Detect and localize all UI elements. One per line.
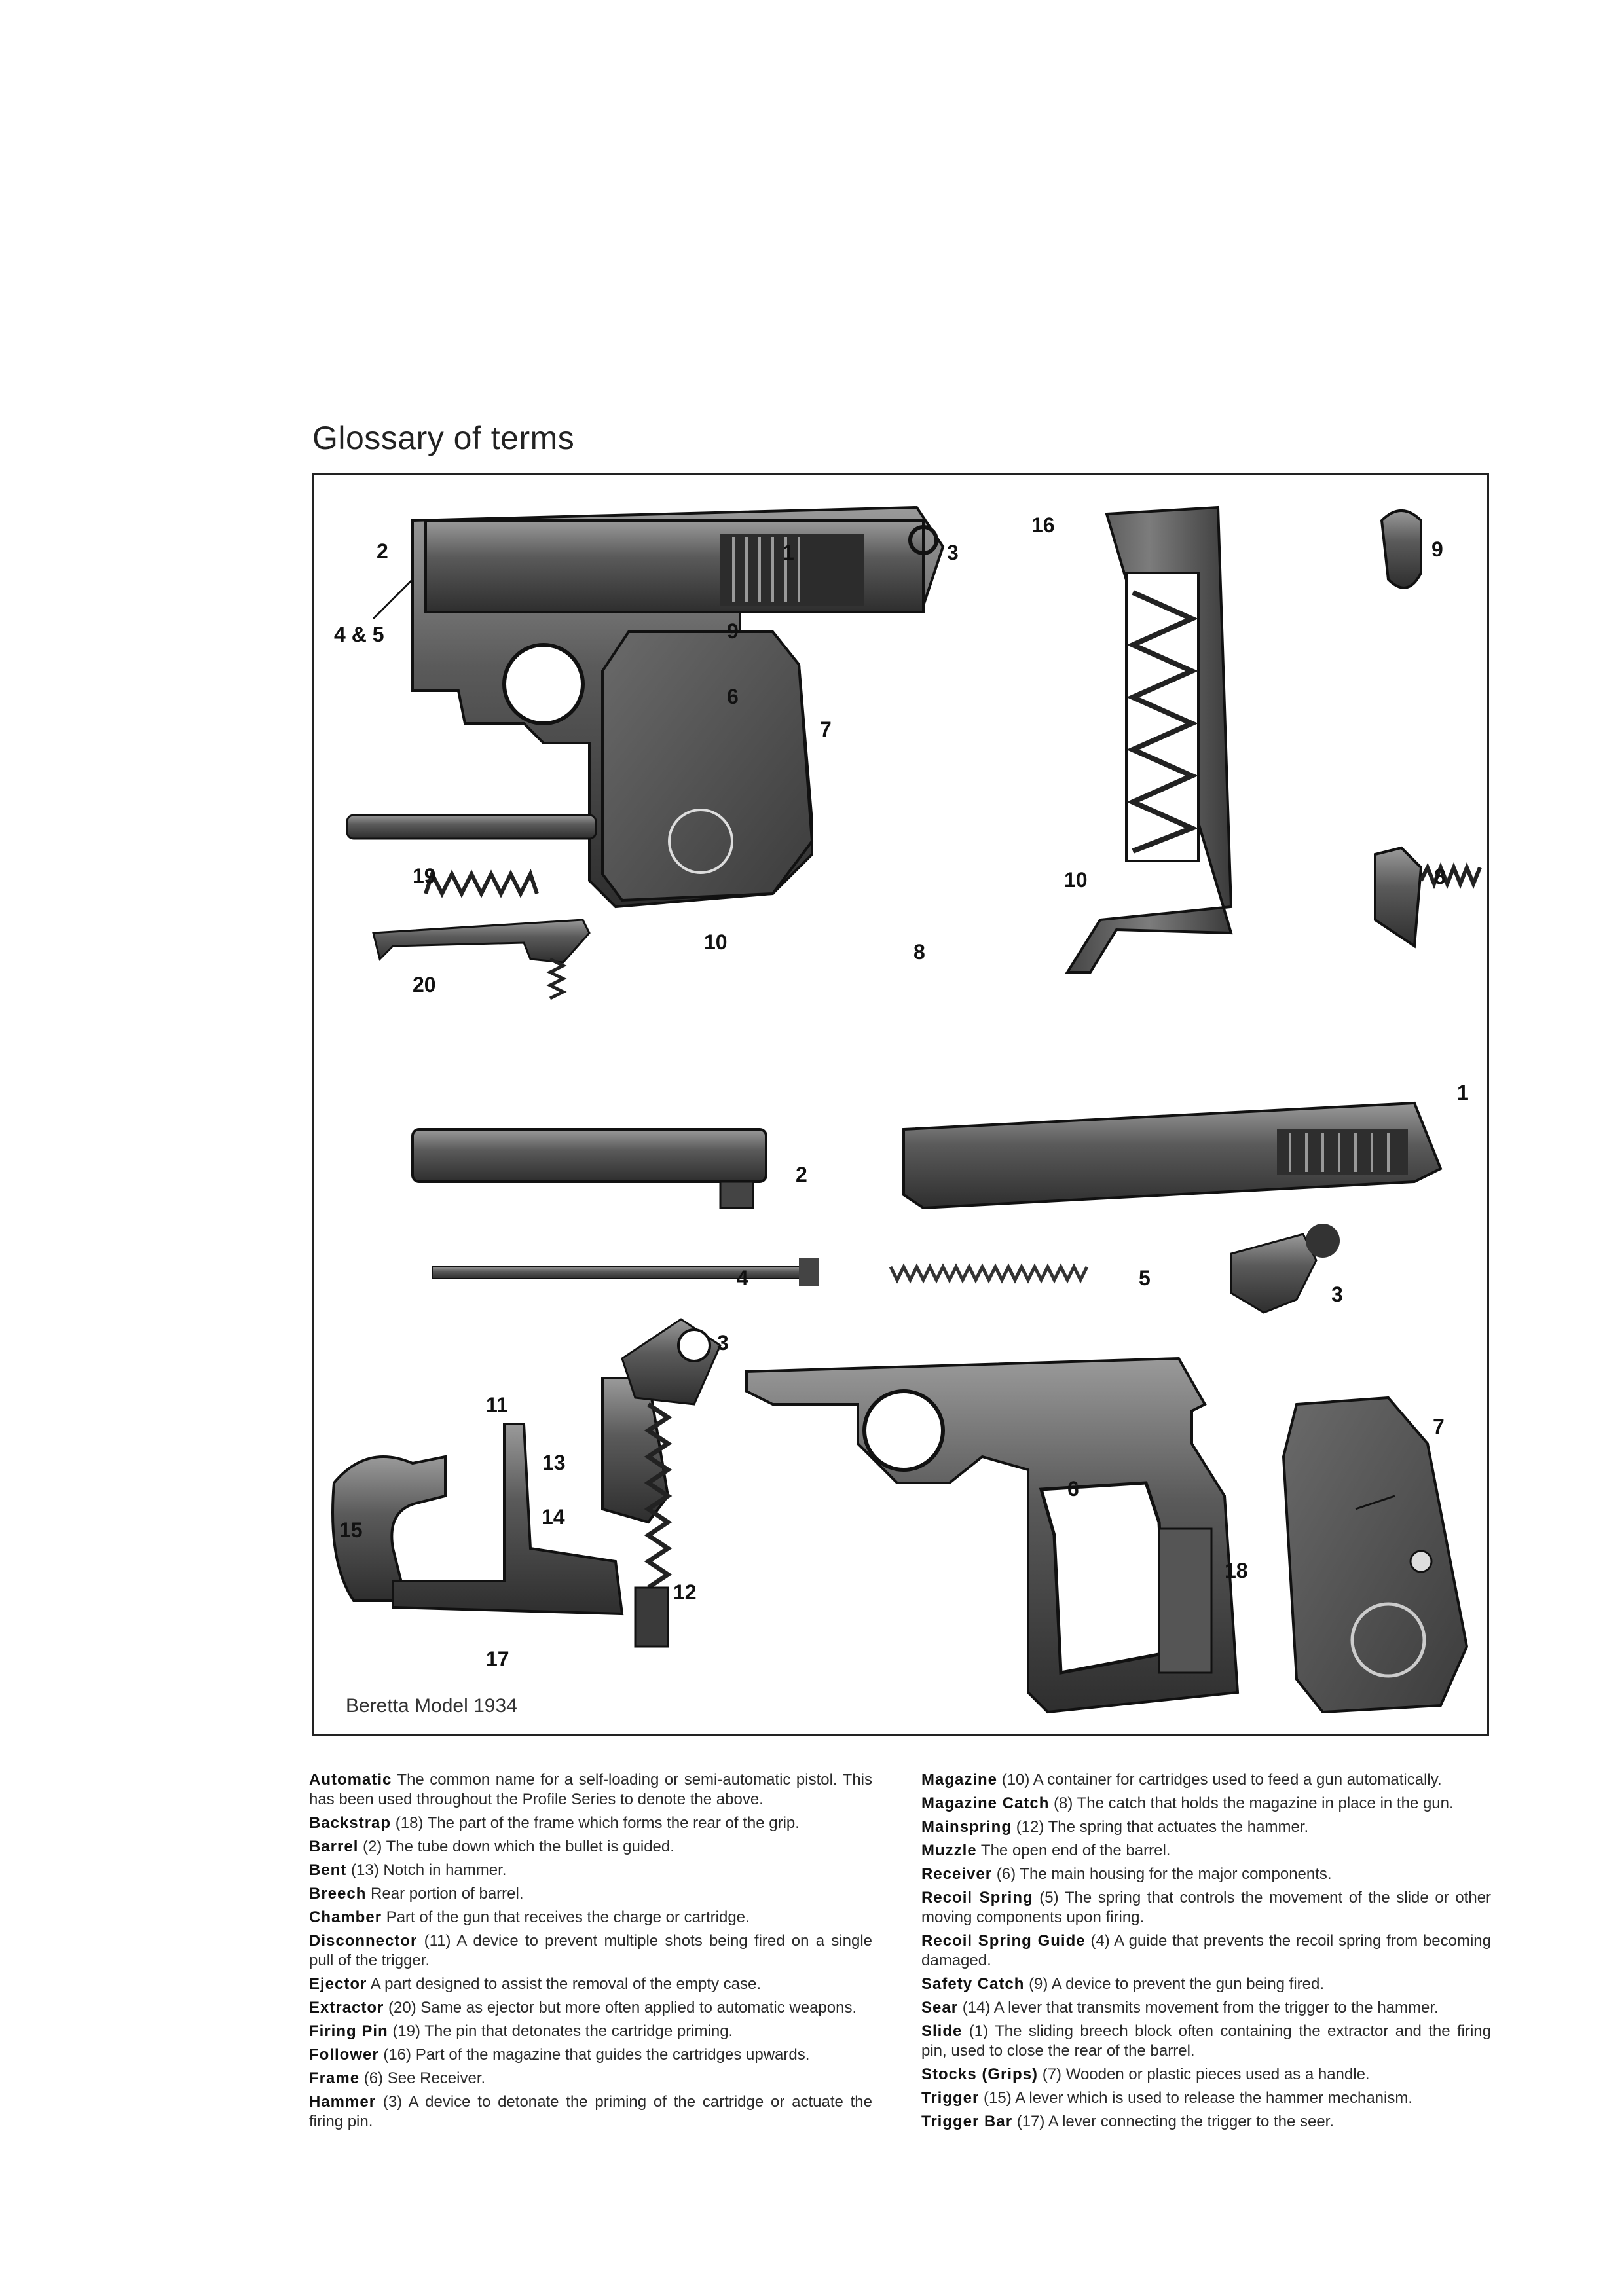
hammer-part-small: [1231, 1224, 1340, 1313]
glossary-ref: (16): [383, 2046, 412, 2064]
firing-pin-part: [347, 815, 596, 894]
glossary-definition: The part of the frame which forms the rear of the grip.: [427, 1814, 800, 1832]
glossary-entry: [921, 2088, 1491, 2108]
callout-10-right: 10: [1064, 868, 1088, 892]
glossary-term: Follower: [309, 2046, 379, 2064]
glossary-term: Chamber: [309, 1908, 382, 1926]
callout-20: 20: [413, 973, 436, 996]
glossary-definition: A lever connecting the trigger to the seer.: [1048, 2113, 1335, 2130]
frame-part: [747, 1358, 1238, 1712]
glossary-definition: Notch in hammer.: [383, 1861, 507, 1879]
exploded-diagram: [312, 473, 1489, 1736]
magazine-catch-part: [1375, 848, 1480, 946]
callout-11: 11: [486, 1393, 508, 1417]
glossary-ref: (6): [363, 2069, 384, 2087]
barrel-part: [413, 1129, 766, 1208]
glossary-term: Magazine Catch: [921, 1795, 1050, 1812]
glossary-term: Frame: [309, 2069, 360, 2087]
glossary-definition: The sliding breech block often containing the extractor and the firing pin, used to close the rear of the barrel.: [921, 2022, 1492, 2060]
glossary-ref: (18): [395, 1814, 424, 1832]
glossary-term: Backstrap: [309, 1814, 392, 1832]
glossary-entry: [309, 2092, 872, 2132]
glossary-ref: (17): [1016, 2113, 1045, 2130]
glossary-definition: A container for cartridges used to feed a gun automatically.: [1033, 1771, 1442, 1789]
glossary-ref: (2): [363, 1838, 382, 1855]
glossary-entry: [921, 2022, 1491, 2061]
assembled-pistol: [413, 507, 943, 907]
glossary-ref: (15): [984, 2089, 1012, 2107]
glossary-term: Trigger Bar: [921, 2113, 1013, 2130]
glossary-entry: [309, 2045, 872, 2065]
glossary-term: Automatic: [309, 1771, 392, 1789]
glossary-entry: [921, 2065, 1491, 2085]
glossary-definition: A part designed to assist the removal of the empty case.: [370, 1975, 762, 1993]
callout-12: 12: [673, 1580, 697, 1604]
glossary-definition: A device to prevent the gun being fired.: [1051, 1975, 1325, 1993]
callout-14: 14: [542, 1505, 565, 1529]
callout-1-slide: 1: [1457, 1081, 1469, 1104]
recoil-spring-part: [891, 1267, 1087, 1280]
glossary-ref: (8): [1054, 1795, 1073, 1812]
glossary-ref: (1): [969, 2022, 989, 2040]
glossary-term: Recoil Spring: [921, 1889, 1033, 1906]
callout-7-top: 7: [820, 718, 832, 741]
glossary-term: Trigger: [921, 2089, 980, 2107]
callout-7-grip: 7: [1433, 1415, 1445, 1438]
glossary-definition: A lever which is used to release the hammer mechanism.: [1015, 2089, 1412, 2107]
glossary-entry: [309, 1813, 872, 1833]
magazine: [1067, 507, 1231, 972]
glossary-term: Bent: [309, 1861, 347, 1879]
slide-part: [904, 1103, 1441, 1208]
glossary-ref: (14): [962, 1999, 991, 2016]
glossary-entry: [921, 1888, 1491, 1927]
glossary-ref: (6): [996, 1865, 1016, 1883]
callout-16: 16: [1031, 513, 1055, 537]
figure-caption: Beretta Model 1934: [346, 1695, 517, 1717]
callout-8-right: 8: [1434, 865, 1446, 888]
callout-5: 5: [1139, 1266, 1151, 1290]
callout-1-top: 1: [783, 541, 794, 564]
safety-catch-part: [1382, 511, 1421, 588]
callout-3-small: 3: [1331, 1283, 1343, 1306]
glossary-definition: The common name for a self-loading or semi-automatic pistol. This has been used throughout the Profile Series to denote the above.: [309, 1771, 873, 1808]
callout-9-right: 9: [1431, 538, 1443, 561]
pistol-parts-illustration: [314, 475, 1489, 1736]
glossary-term: Sear: [921, 1999, 959, 2016]
page-title: Glossary of terms: [312, 420, 575, 456]
glossary-entry: [309, 1884, 872, 1904]
glossary-definition: A device to prevent multiple shots being fired on a single pull of the trigger.: [309, 1932, 873, 1969]
glossary-entry: [921, 1931, 1491, 1971]
glossary-ref: (5): [1039, 1889, 1059, 1906]
glossary-entry: [921, 1817, 1491, 1837]
callout-2-barrel: 2: [796, 1163, 807, 1186]
callout-13: 13: [542, 1451, 566, 1474]
glossary-definition: The tube down which the bullet is guided.: [386, 1838, 674, 1855]
glossary-entry: [921, 1770, 1491, 1790]
glossary-ref: (4): [1090, 1932, 1110, 1950]
glossary-entry: [921, 1841, 1491, 1861]
glossary-term: Mainspring: [921, 1818, 1012, 1836]
glossary-definition: Part of the gun that receives the charge or cartridge.: [386, 1908, 750, 1926]
glossary-definition: A device to detonate the priming of the cartridge or actuate the firing pin.: [309, 2093, 873, 2130]
glossary-definition: The spring that actuates the hammer.: [1048, 1818, 1309, 1836]
glossary-term: Stocks (Grips): [921, 2066, 1039, 2083]
glossary-entry: [921, 1794, 1491, 1813]
glossary-entry: [921, 1975, 1491, 1994]
glossary-definition: The spring that controls the movement of the slide or other moving components upon firing.: [921, 1889, 1492, 1926]
glossary-right-column: [921, 1770, 1491, 2136]
glossary-entry: [309, 1861, 872, 1880]
callout-2-top: 2: [377, 539, 388, 563]
glossary-entry: [309, 1908, 872, 1927]
glossary-term: Receiver: [921, 1865, 993, 1883]
glossary-entry: [309, 2022, 872, 2041]
glossary-entry: [921, 1998, 1491, 2018]
callout-9-top: 9: [727, 619, 739, 643]
glossary-definition: A guide that prevents the recoil spring from becoming damaged.: [921, 1932, 1491, 1969]
glossary-term: Extractor: [309, 1999, 384, 2016]
glossary-definition: Part of the magazine that guides the cartridges upwards.: [415, 2046, 810, 2064]
glossary-definition: See Receiver.: [387, 2069, 486, 2087]
callout-6-top: 6: [727, 685, 739, 708]
callout-4-5: 4 & 5: [334, 623, 384, 646]
glossary-definition: The open end of the barrel.: [980, 1842, 1171, 1859]
glossary-ref: (3): [382, 2093, 403, 2111]
trigger-group: [333, 1319, 720, 1647]
glossary-entry: [921, 1865, 1491, 1884]
glossary-ref: (19): [392, 2022, 421, 2040]
callout-4: 4: [737, 1266, 748, 1290]
grip-part: [1283, 1398, 1467, 1712]
glossary-definition: The pin that detonates the cartridge priming.: [424, 2022, 733, 2040]
glossary-entry: [921, 2112, 1491, 2132]
glossary-term: Recoil Spring Guide: [921, 1932, 1086, 1950]
glossary-entry: [309, 1837, 872, 1857]
glossary-ref: (12): [1016, 1818, 1044, 1836]
glossary-definition: Same as ejector but more often applied to automatic weapons.: [420, 1999, 857, 2016]
glossary-ref: (10): [1001, 1771, 1030, 1789]
glossary-term: Muzzle: [921, 1842, 977, 1859]
glossary-entry: [309, 1931, 872, 1971]
callout-19: 19: [413, 864, 436, 888]
glossary-definition: Rear portion of barrel.: [371, 1885, 524, 1903]
glossary-ref: (11): [424, 1932, 451, 1950]
callout-3-hammer: 3: [717, 1331, 729, 1355]
glossary-ref: (20): [388, 1999, 416, 2016]
recoil-spring-guide-part: [432, 1258, 819, 1286]
glossary-term: Slide: [921, 2022, 963, 2040]
glossary-definition: The catch that holds the magazine in place in the gun.: [1077, 1795, 1454, 1812]
callout-18: 18: [1225, 1559, 1248, 1582]
glossary-term: Barrel: [309, 1838, 359, 1855]
glossary-entry: [309, 1975, 872, 1994]
glossary-definition: The main housing for the major components.: [1020, 1865, 1332, 1883]
glossary-term: Disconnector: [309, 1932, 418, 1950]
glossary-entry: [309, 1998, 872, 2018]
callout-10-mid: 10: [704, 930, 728, 954]
glossary-term: Hammer: [309, 2093, 377, 2111]
callout-8-mid: 8: [913, 940, 925, 964]
glossary-ref: (9): [1029, 1975, 1048, 1993]
callout-3-top: 3: [947, 541, 959, 564]
glossary-entry: [309, 1770, 872, 1810]
callout-15: 15: [339, 1518, 363, 1542]
glossary-entry: [309, 2069, 872, 2088]
glossary-term: Magazine: [921, 1771, 998, 1789]
glossary-term: Safety Catch: [921, 1975, 1025, 1993]
glossary-definition: Wooden or plastic pieces used as a handle.: [1065, 2066, 1370, 2083]
glossary-ref: (13): [351, 1861, 379, 1879]
glossary-ref: (7): [1042, 2066, 1062, 2083]
glossary-term: Firing Pin: [309, 2022, 388, 2040]
callout-6-frame: 6: [1067, 1477, 1079, 1501]
callout-17: 17: [486, 1647, 509, 1671]
glossary-term: Ejector: [309, 1975, 367, 1993]
glossary-definition: A lever that transmits movement from the trigger to the hammer.: [993, 1999, 1439, 2016]
extractor-part: [373, 920, 589, 998]
glossary-term: Breech: [309, 1885, 367, 1903]
glossary-left-column: [309, 1770, 872, 2136]
